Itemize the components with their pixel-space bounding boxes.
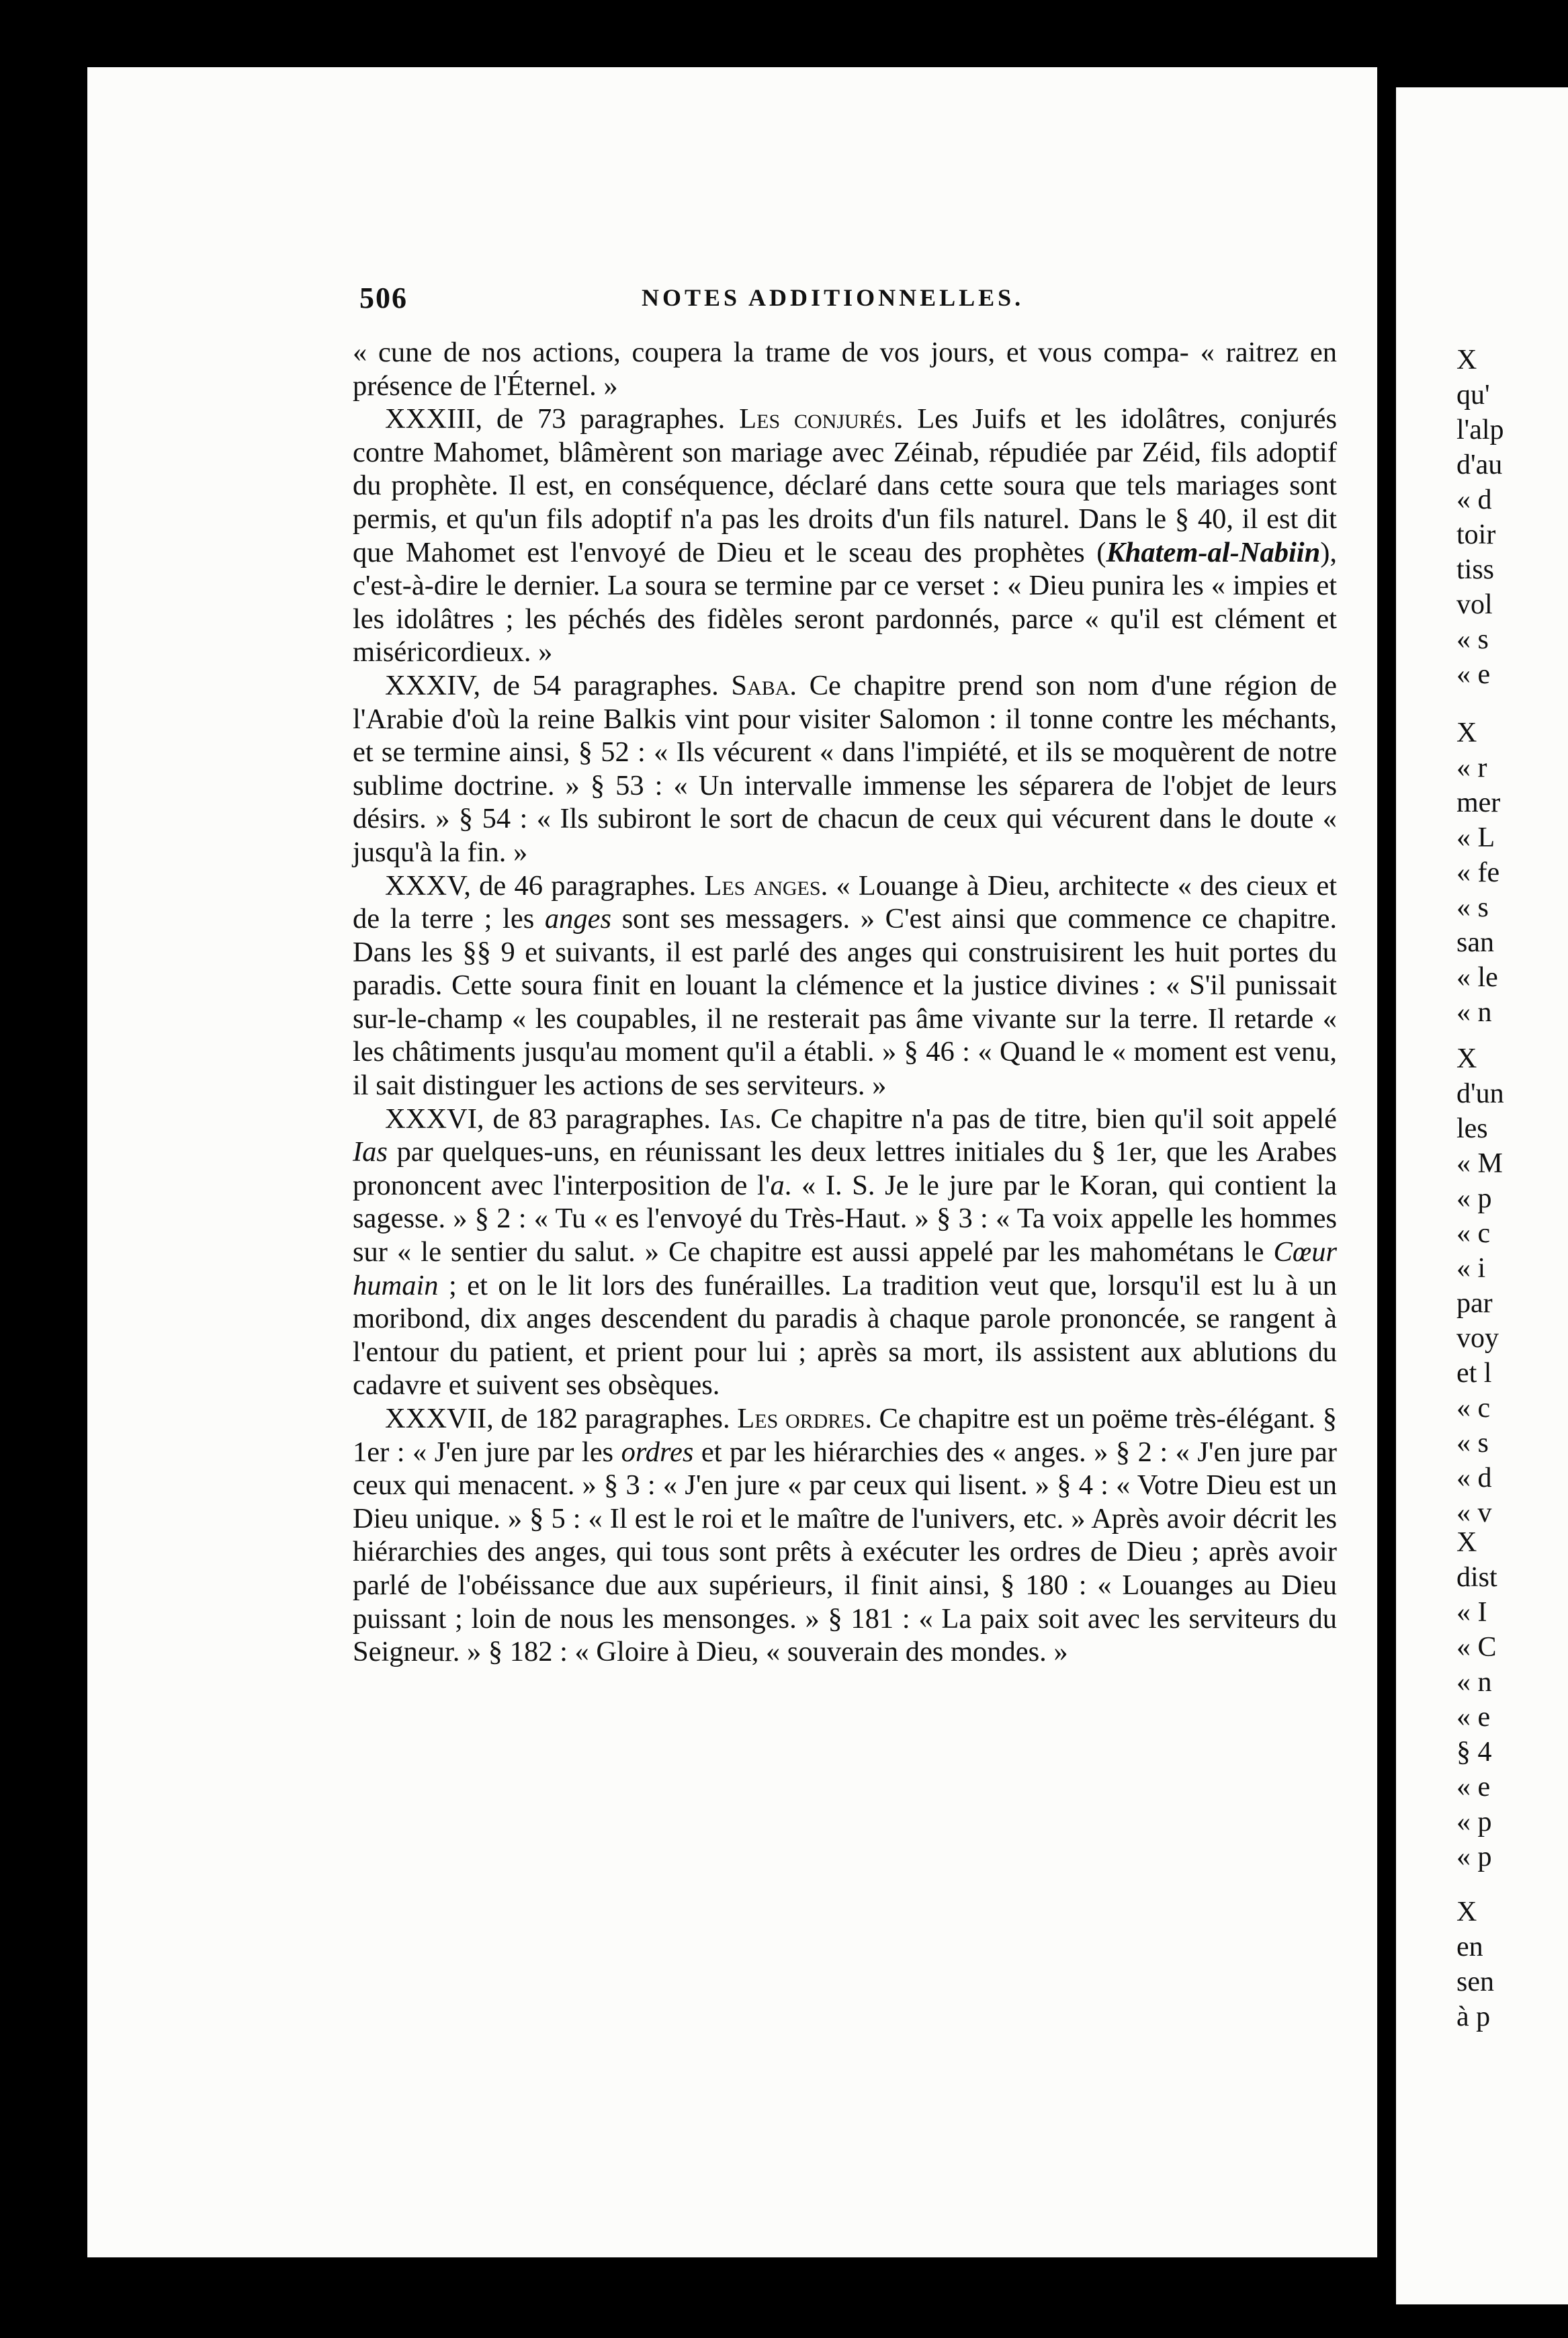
running-title: NOTES ADDITIONNELLES.: [642, 284, 1025, 311]
fragment-line: « d: [1456, 1463, 1492, 1493]
text-run: XXXIV, de 54 paragraphes.: [385, 669, 732, 701]
fragment-block-2: [1456, 716, 1500, 1030]
fragment-line: X: [1456, 1897, 1477, 1928]
text-run: par quelques-uns, en réunissant les deux lettres initiales du § 1er, que les Arabes prononcent avec l'interposition de l': [353, 1136, 1337, 1201]
fragment-line: dist: [1456, 1562, 1497, 1593]
text-run: . « I. S. Je le jure par le Koran, qui contient la sagesse. » § 2 : « Tu « es l'envoyé du Très-Haut. » § 3 : « Ta voix appelle les hommes sur « le sentier du salut. » Ce chapitre est aussi appelé par les mahométans le: [353, 1169, 1337, 1268]
body-text: [353, 336, 1337, 1669]
paragraph-sura-33: [353, 402, 1337, 669]
fragment-line: « s: [1456, 892, 1489, 923]
text-run: et par les hiérarchies des « anges. » § 2 : « J'en jure par ceux qui menacent. » § 3 : « J'en jure « par ceux qui lisent. » § 4 : « Votre Dieu est un Dieu unique. » § 5 : « Il est le roi et le maître de l'univers, etc. » Après avoir décrit les hiérarchies des anges, qui tous sont prêts à exécuter les ordres de Dieu ; après avoir parlé de l'obéissance due aux supérieurs, il finit ainsi, § 180 : « Louanges au Dieu puissant ; loin de nous les mensonges. » § 181 : « La paix soit avec les serviteurs du Seigneur. » § 182 : « Gloire à Dieu, « souverain des mondes. »: [353, 1436, 1337, 1668]
styled-text: Cœur humain: [353, 1236, 1337, 1301]
text-run: . Ce chapitre est un poëme très-élégant. § 1er : « J'en jure par les: [353, 1403, 1337, 1468]
fragment-line: « fe: [1456, 857, 1500, 888]
right-page-edge: [1396, 87, 1568, 2304]
fragment-line: X: [1456, 345, 1477, 376]
text-run: « cune de nos actions, coupera la trame de vos jours, et vous compa- « raitrez en présence de l'Éternel. »: [353, 337, 1337, 402]
styled-text: Les anges: [704, 869, 821, 902]
fragment-line: qu': [1456, 380, 1490, 410]
text-run: . Ce chapitre prend son nom d'une région de l'Arabie d'où la reine Balkis vint pour visiter Salomon : il tonne contre les méchants, et se termine ainsi, § 52 : « Ils vécurent « dans l'impiété, et ils se moquèrent de notre sublime doctrine. » § 53 : « Un intervalle immense les séparera de l'objet de leurs désirs. » § 54 : « Ils subiront le sort de chacun de ceux qui vécurent dans le doute « jusqu'à la fin. »: [353, 669, 1337, 868]
fragment-line: « C: [1456, 1632, 1497, 1663]
fragment-line: « e: [1456, 659, 1491, 690]
fragment-line: les: [1456, 1113, 1488, 1144]
fragment-line: « s: [1456, 624, 1489, 655]
fragment-line: X: [1456, 718, 1477, 748]
paragraph-sura-37: [353, 1402, 1337, 1669]
fragment-line: « p: [1456, 1842, 1492, 1872]
fragment-line: « e: [1456, 1772, 1491, 1803]
paragraph-sura-34: [353, 669, 1337, 869]
fragment-line: « n: [1456, 997, 1492, 1028]
styled-text: Saba: [731, 669, 790, 701]
text-run: XXXV, de 46 paragraphes.: [385, 869, 705, 902]
fragment-line: « d: [1456, 484, 1492, 515]
fragment-line: « I: [1456, 1597, 1487, 1628]
fragment-line: « n: [1456, 1667, 1492, 1698]
fragment-line: à p: [1456, 2001, 1491, 2032]
fragment-line: « r: [1456, 752, 1487, 783]
text-run: XXXVII, de 182 paragraphes.: [385, 1403, 738, 1434]
fragment-line: par: [1456, 1288, 1493, 1319]
text-run: . Ce chapitre n'a pas de titre, bien qu'il soit appelé: [754, 1102, 1338, 1135]
left-page: [87, 67, 1377, 2257]
paragraph-continuation: [353, 336, 1337, 402]
styled-text: Les conjurés: [739, 403, 896, 435]
styled-text: ordres: [621, 1436, 694, 1468]
fragment-line: « v: [1456, 1498, 1492, 1528]
fragment-line: X: [1456, 1527, 1477, 1558]
text-run: XXXIII, de 73 paragraphes.: [385, 403, 740, 435]
fragment-line: en: [1456, 1932, 1483, 1962]
fragment-line: « le: [1456, 962, 1498, 993]
page-header: [359, 281, 1327, 321]
fragment-line: mer: [1456, 787, 1501, 818]
fragment-line: et l: [1456, 1358, 1492, 1389]
styled-text: Les ordres: [737, 1403, 865, 1434]
fragment-block-1: [1456, 343, 1504, 692]
text-run: sont ses messagers. » C'est ainsi que commence ce chapitre. Dans les §§ 9 et suivants, il est parlé des anges qui construisirent les huit portes du paradis. Cette soura finit en louant la clémence et la justice divines : « S'il punissait sur-le-champ « les coupables, il ne resterait pas âme vivante sur la terre. Il retarde « les châtiments jusqu'au moment qu'il a établi. » § 46 : « Quand le « moment est venu, il sait distinguer les actions de ses serviteurs. »: [353, 903, 1337, 1102]
fragment-line: vol: [1456, 589, 1493, 620]
page-number: 506: [359, 282, 408, 314]
fragment-line: tiss: [1456, 554, 1495, 585]
styled-text: Ias: [719, 1102, 755, 1135]
fragment-line: § 4: [1456, 1737, 1492, 1768]
fragment-line: « p: [1456, 1183, 1492, 1214]
fragment-line: san: [1456, 927, 1494, 958]
styled-text: Ias: [353, 1136, 388, 1168]
fragment-line: d'au: [1456, 449, 1503, 480]
fragment-line: « c: [1456, 1218, 1491, 1249]
fragment-line: sen: [1456, 1966, 1494, 1997]
paragraph-sura-36: [353, 1102, 1337, 1402]
styled-text: Khatem-al-Nabiin: [1106, 536, 1321, 568]
styled-text: a: [770, 1169, 785, 1201]
text-run: . « Louange à Dieu, architecte « des cieux et de la terre ; les: [353, 869, 1337, 935]
fragment-block-3: [1456, 1041, 1504, 1530]
fragment-block-5: [1456, 1895, 1494, 2034]
fragment-line: X: [1456, 1043, 1477, 1074]
text-run: XXXVI, de 83 paragraphes.: [385, 1102, 720, 1135]
fragment-block-4: [1456, 1525, 1497, 1874]
fragment-line: toir: [1456, 519, 1496, 550]
fragment-line: « i: [1456, 1253, 1486, 1284]
fragment-line: « c: [1456, 1393, 1491, 1424]
styled-text: anges: [544, 903, 612, 935]
text-run: . Les Juifs et les idolâtres, conjurés contre Mahomet, blâmèrent son mariage avec Zéinab, répudiée par Zéid, fils adoptif du prophète. Il est, en conséquence, déclaré dans cette soura que tels mariages sont permis, et qu'un fils adoptif n'a pas les droits d'un fils naturel. Dans le § 40, il est dit que Mahomet est l'envoyé de Dieu et le sceau des prophètes (: [353, 403, 1338, 568]
fragment-line: « e: [1456, 1702, 1491, 1733]
text-run: ; et on le lit lors des funérailles. La tradition veut que, lorsqu'il est lu à un moribond, dix anges descendent du paradis à chaque parole prononcée, se rangent à l'entour du patient, et prient pour lui ; après sa mort, ils assistent aux ablutions du cadavre et suivent ses obsèques.: [353, 1269, 1337, 1401]
fragment-line: « L: [1456, 822, 1495, 853]
fragment-line: voy: [1456, 1323, 1499, 1354]
fragment-line: « p: [1456, 1807, 1492, 1837]
fragment-line: d'un: [1456, 1078, 1504, 1109]
fragment-line: « M: [1456, 1148, 1503, 1179]
paragraph-sura-35: [353, 869, 1337, 1102]
fragment-line: « s: [1456, 1428, 1489, 1459]
text-run: ), c'est-à-dire le dernier. La soura se termine par ce verset : « Dieu punira les « impies et les idolâtres ; les péchés des fidèles seront pardonnés, parce « qu'il est clément et miséricordieux. »: [353, 536, 1337, 668]
fragment-line: l'alp: [1456, 415, 1504, 445]
